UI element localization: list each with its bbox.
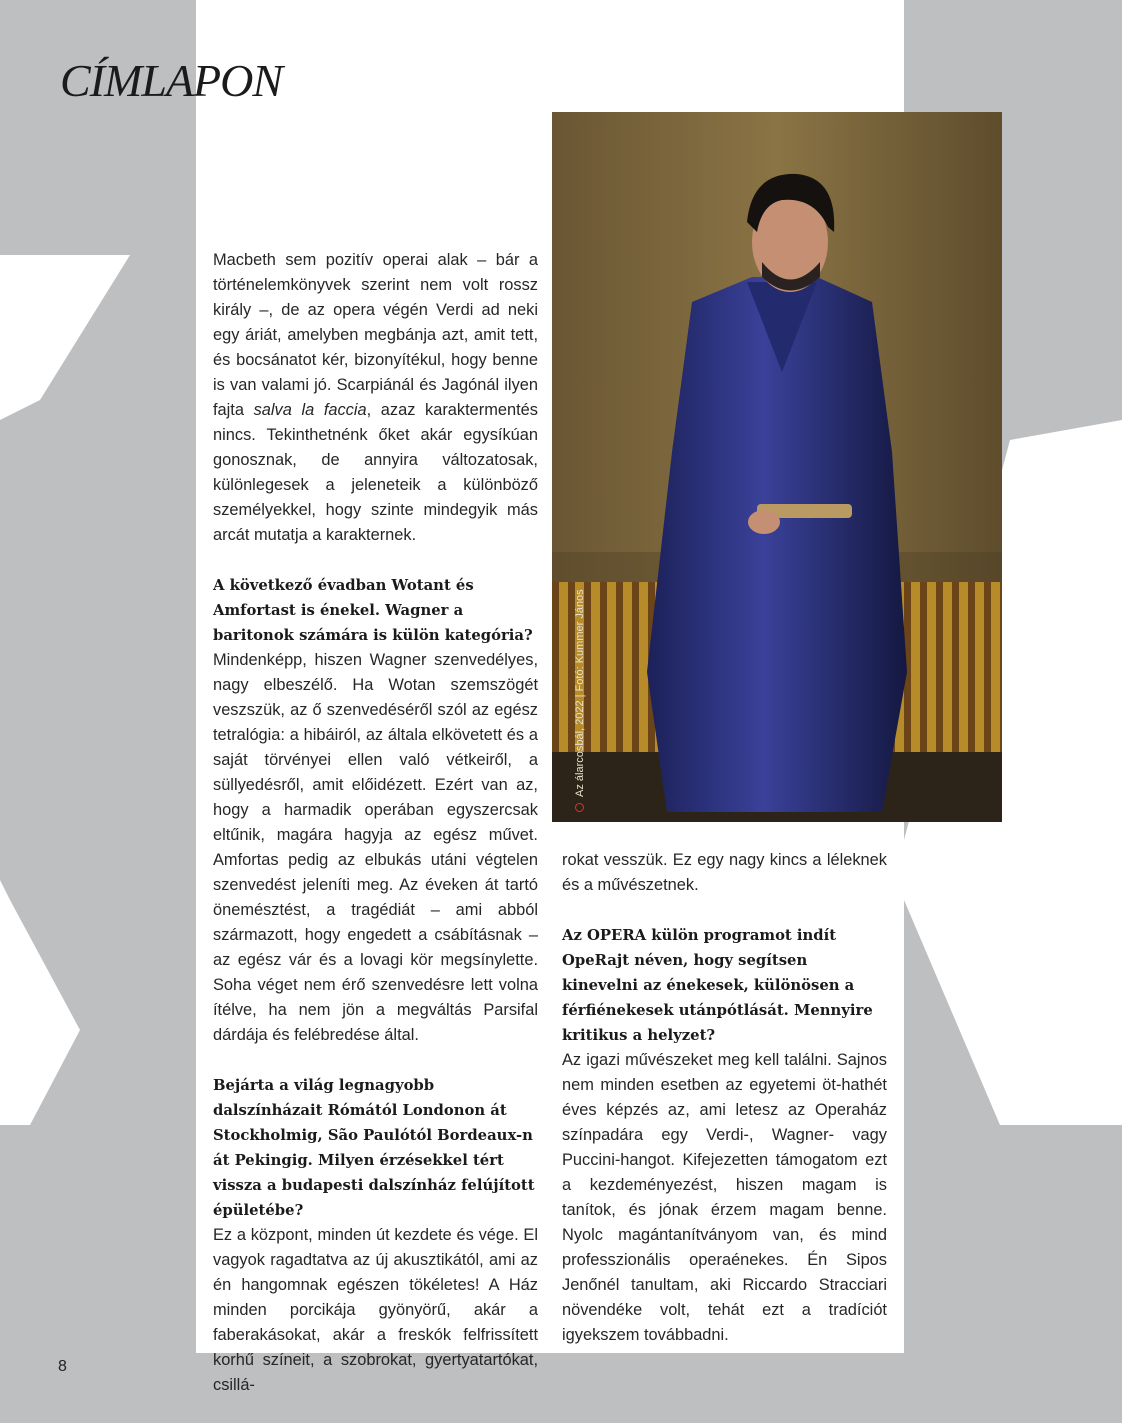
paragraph-text: Macbeth sem pozitív operai alak – bár a történelemkönyvek szerint nem volt rossz király –, de az opera végén Verdi ad neki egy áriát, amelyben megbánja azt, amit tett, és bocsánatot kér, bizonyítékul, hogy benne is van valami jó. Scarpiánál és Jagónál ilyen fajta (213, 251, 538, 419)
photo-credit-text: Az álarcosbál, 2022 | Fotó: Kummer János (574, 589, 586, 797)
article-column-right (562, 848, 887, 1373)
qa-block (213, 573, 538, 1048)
qa-block (562, 923, 887, 1348)
caption-bullet-icon (575, 803, 584, 812)
section-title: CÍMLAPON (60, 55, 282, 106)
qa-block (213, 1073, 538, 1398)
interview-answer: Ez a központ, minden út kezdete és vége. El vagyok ragadtatva az új akusztikától, ami az én hangomnak egészen tökéletes! A Ház minden porcikája gyönyörű, akár a faberakásokat, akár a freskók felfrissített korhű színeit, a szobrokat, gyertyatartókat, csillá- (213, 1226, 538, 1394)
italic-phrase: salva la faccia (253, 401, 367, 419)
photo-credit (574, 589, 586, 812)
interview-question: A következő évadban Wotant és Amfortast is énekel. Wagner a baritonok számára is külön kategória? (213, 577, 533, 644)
page-number: 8 (58, 1358, 67, 1375)
interview-question: Az OPERA külön programot indít OpeRajt néven, hogy segítsen kinevelni az énekesek, különösen a férfiénekesek utánpótlását. Mennyire kritikus a helyzet? (562, 927, 873, 1044)
article-column-left (213, 248, 538, 1423)
interview-answer: Mindenképp, hiszen Wagner szenvedélyes, nagy elbeszélő. Ha Wotan szemszögét veszszük, az ő szenvedéséről szól az egész tetralógia: a hibáiról, az általa elkövetett és a saját törvényei ellen való vétkeiről, a süllyedésről, amit előidézett. Ezért van az, hogy a harmadik operában egyszercsak eltűnik, magára hagyja az egész művet. Amfortas pedig az elbukás utáni végtelen szenvedést jeleníti meg. Az éveken át tartó önemésztést, a tragédiát – ami abból származott, hogy engedett a csábításnak – az egész vár és a lovagi kör megsínylette. Soha véget nem érő szenvedésre lett volna ítélve, ha nem jön a megváltás Parsifal dárdája és felébredése által. (213, 651, 538, 1044)
paragraph: rokat vesszük. Ez egy nagy kincs a léleknek és a művészetnek. (562, 851, 887, 894)
paragraph-text: , azaz karaktermentés nincs. Tekinthetnénk őket akár egysíkúan gonosznak, de annyira változatosak, különlegesek a jeleneteik a különböző személyekkel, hogy szinte mindegyik más arcát mutatja a karakternek. (213, 401, 538, 544)
interview-answer: Az igazi művészeket meg kell találni. Sajnos nem minden esetben az egyetemi öt-hathét éves képzés az, ami letesz az Operaház színpadára egy Verdi-, Wagner- vagy Puccini-hangot. Kifejezetten támogatom ezt a kezdeményezést, hiszen magam is tanítok, és jónak érzem magam benne. Nyolc magántanítványom van, és mind professzionális operaénekes. Én Sipos Jenőnél tanultam, aki Riccardo Stracciari növendéke volt, tehát ezt a tradíciót igyekszem továbbadni. (562, 1051, 887, 1344)
paragraph (213, 248, 538, 548)
photo-illustration (552, 112, 1002, 822)
interview-question: Bejárta a világ legnagyobb dalszínházait Rómától Londonon át Stockholmig, São Paulótól Bordeaux-n át Pekingig. Milyen érzésekkel tért vissza a budapesti dalszínház felújított épületébe? (213, 1077, 535, 1219)
performer-photo (552, 112, 1002, 822)
